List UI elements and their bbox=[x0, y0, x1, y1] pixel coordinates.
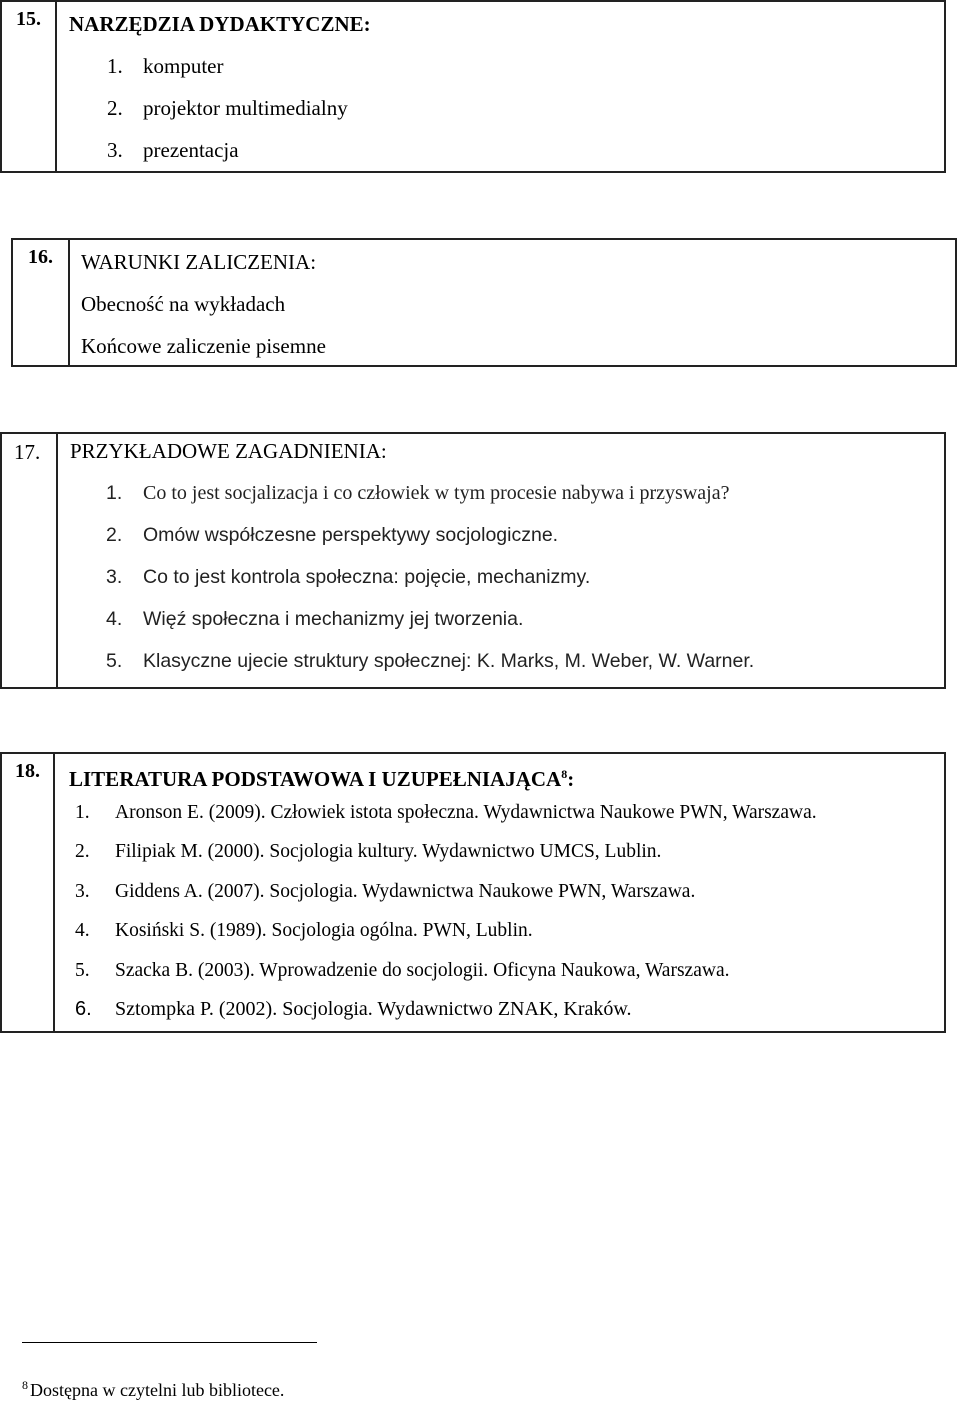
section-16-box bbox=[11, 238, 957, 367]
text-line: Obecność na wykładach bbox=[81, 292, 286, 316]
list-item: 2. projektor multimedialny bbox=[107, 96, 348, 120]
footnote-reference[interactable]: 8 bbox=[561, 767, 568, 781]
section-17-box bbox=[0, 432, 946, 689]
list-item: 1. Co to jest socjalizacja i co człowiek w tym procesie nabywa i przyswaja? bbox=[106, 482, 730, 504]
footnote-separator bbox=[22, 1342, 317, 1343]
footnote-mark: 8 bbox=[22, 1378, 28, 1392]
section-number: 16. bbox=[13, 240, 70, 365]
text-line: Końcowe zaliczenie pisemne bbox=[81, 334, 326, 358]
section-18-box bbox=[0, 752, 946, 1033]
section-title: PRZYKŁADOWE ZAGADNIENIA: bbox=[70, 439, 387, 463]
section-number: 15. bbox=[2, 2, 57, 171]
list-item: 3. prezentacja bbox=[107, 138, 239, 162]
section-title: LITERATURA PODSTAWOWA I UZUPEŁNIAJĄCA$^8$: bbox=[69, 767, 575, 791]
section-title: WARUNKI ZALICZENIA: bbox=[81, 250, 317, 274]
bibliography-item: 3. Giddens A. (2007). Socjologia. Wydawnictwa Naukowe PWN, Warszawa. bbox=[75, 880, 696, 902]
footnote-text: Dostępna w czytelni lub bibliotece. bbox=[30, 1380, 285, 1400]
bibliography-item: 2. Filipiak M. (2000). Socjologia kultury. Wydawnictwo UMCS, Lublin. bbox=[75, 841, 662, 863]
section-number: 18. bbox=[2, 754, 55, 1031]
list-item: 3. Co to jest kontrola społeczna: pojęcie, mechanizmy. bbox=[106, 566, 591, 588]
list-item: 4. Więź społeczna i mechanizmy jej tworzenia. bbox=[106, 608, 524, 630]
bibliography-item: 5. Szacka B. (2003). Wprowadzenie do socjologii. Oficyna Naukowa, Warszawa. bbox=[75, 959, 730, 981]
footnote bbox=[22, 1378, 284, 1401]
bibliography-item: 4. Kosiński S. (1989). Socjologia ogólna. PWN, Lublin. bbox=[75, 920, 533, 942]
bibliography-item: 1. Aronson E. (2009). Człowiek istota społeczna. Wydawnictwa Naukowe PWN, Warszawa. bbox=[75, 802, 817, 823]
list-item: 5. Klasyczne ujecie struktury społecznej: K. Marks, M. Weber, W. Warner. bbox=[106, 650, 755, 672]
section-title: NARZĘDZIA DYDAKTYCZNE: bbox=[69, 12, 371, 36]
list-item: 1. komputer bbox=[107, 54, 224, 78]
section-15-box bbox=[0, 0, 946, 173]
bibliography-item: 6. Sztompka P. (2002). Socjologia. Wydawnictwo ZNAK, Kraków. bbox=[75, 997, 632, 1020]
section-number: 17. bbox=[2, 434, 58, 687]
list-item: 2. Omów współczesne perspektywy socjologiczne. bbox=[106, 524, 559, 546]
